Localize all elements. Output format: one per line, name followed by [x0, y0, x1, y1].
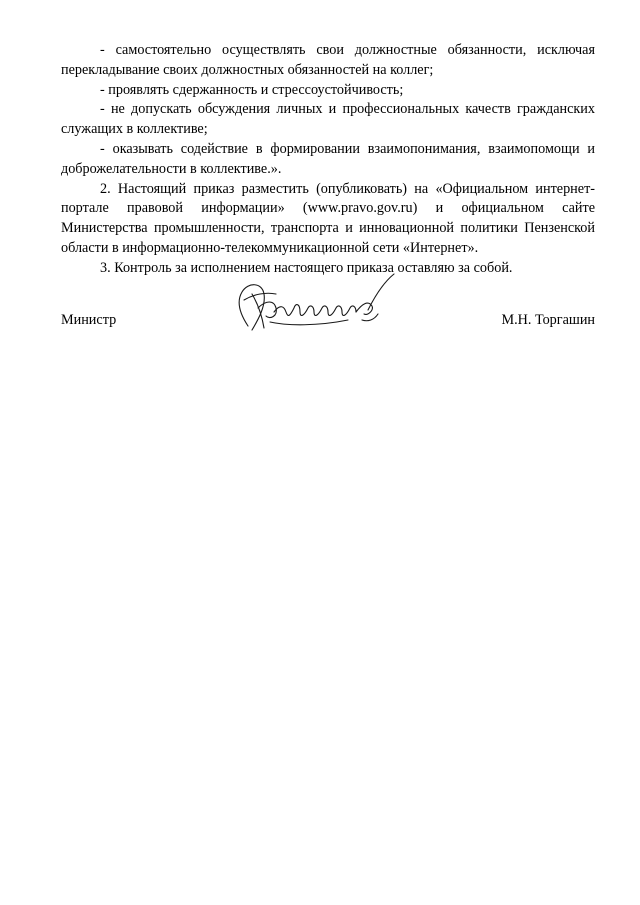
paragraph-2: - проявлять сдержанность и стрессоустойчивость;	[100, 81, 404, 98]
paragraph-1: - самостоятельно осуществлять свои должностные обязанности, исключая перекладывание своих должностных обязанностей на коллег;	[61, 42, 595, 78]
handwritten-signature	[218, 264, 418, 344]
document-body	[61, 41, 595, 279]
paragraph-6: 3. Контроль за исполнением настоящего приказа оставляю за собой.	[100, 259, 513, 276]
signatory-name: М.Н. Торгашин	[501, 312, 595, 328]
paragraph-3: - не допускать обсуждения личных и профессиональных качеств гражданских служащих в коллективе;	[61, 101, 595, 138]
signatory-role: Министр	[61, 312, 117, 328]
paragraph-5: 2. Настоящий приказ разместить (опубликовать) на «Официальном интернет-портале правовой информации» (www.pravo.gov.ru) и официальном сайте Министерства промышленности, транспорта и инновационной политики Пензенской области в информационно-телекоммуникационной сети «Интернет».	[61, 180, 595, 256]
paragraph-4: - оказывать содействие в формировании взаимопонимания, взаимопомощи и доброжелательности в коллективе.».	[61, 140, 595, 177]
signature-block	[61, 310, 595, 332]
